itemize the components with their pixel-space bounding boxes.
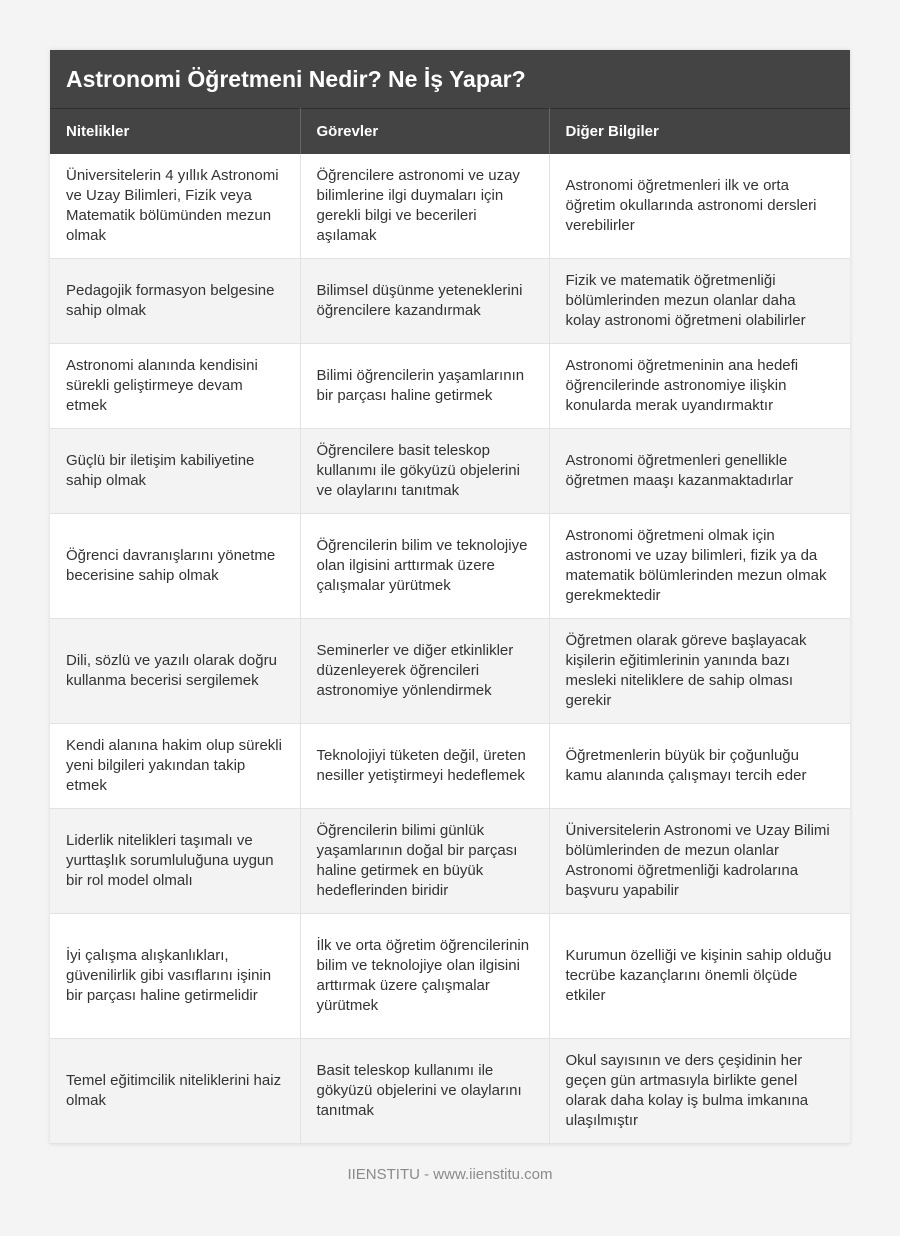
table-cell: Okul sayısının ve ders çeşidinin her geçen gün artmasıyla birlikte genel olarak daha kolay iş bulma imkanına ulaşılmıştır [549, 1039, 850, 1144]
table-row [50, 154, 850, 259]
table-cell: Kendi alanına hakim olup sürekli yeni bilgileri yakından takip etmek [50, 724, 300, 809]
table-row [50, 914, 850, 1039]
table-cell: Teknolojiyi tüketen değil, üreten nesiller yetiştirmeyi hedeflemek [300, 724, 549, 809]
table-row [50, 514, 850, 619]
table-row [50, 259, 850, 344]
table-cell: Basit teleskop kullanımı ile gökyüzü objelerini ve olaylarını tanıtmak [300, 1039, 549, 1144]
table-cell: Astronomi öğretmenleri ilk ve orta öğretim okullarında astronomi dersleri verebilirler [549, 154, 850, 259]
table-row [50, 724, 850, 809]
table-cell: Öğrenci davranışlarını yönetme becerisine sahip olmak [50, 514, 300, 619]
table-cell: Öğretmen olarak göreve başlayacak kişilerin eğitimlerinin yanında bazı mesleki niteliklere de sahip olması gerekir [549, 619, 850, 724]
table-row [50, 1039, 850, 1144]
table-cell: İlk ve orta öğretim öğrencilerinin bilim ve teknolojiye olan ilgisini arttırmak üzere çalışmalar yürütmek [300, 914, 549, 1039]
table-cell: Pedagojik formasyon belgesine sahip olmak [50, 259, 300, 344]
table-row [50, 619, 850, 724]
table-cell: Liderlik nitelikleri taşımalı ve yurttaşlık sorumluluğuna uygun bir rol model olmalı [50, 809, 300, 914]
table-cell: Bilimi öğrencilerin yaşamlarının bir parçası haline getirmek [300, 344, 549, 429]
column-header-nitelikler: Nitelikler [50, 109, 300, 154]
table-cell: Astronomi öğretmenleri genellikle öğretmen maaşı kazanmaktadırlar [549, 429, 850, 514]
page-title: Astronomi Öğretmeni Nedir? Ne İş Yapar? [50, 50, 850, 108]
table-cell: Dili, sözlü ve yazılı olarak doğru kullanma becerisi sergilemek [50, 619, 300, 724]
table-cell: Öğrencilerin bilimi günlük yaşamlarının doğal bir parçası haline getirmek en büyük hedeflerinden biridir [300, 809, 549, 914]
table-row [50, 809, 850, 914]
table-cell: Üniversitelerin Astronomi ve Uzay Bilimi bölümlerinden de mezun olanlar Astronomi öğretmenliği kadrolarına başvuru yapabilir [549, 809, 850, 914]
column-header-diger-bilgiler: Diğer Bilgiler [549, 109, 850, 154]
table-cell: Kurumun özelliği ve kişinin sahip olduğu tecrübe kazançlarını önemli ölçüde etkiler [549, 914, 850, 1039]
table-cell: Üniversitelerin 4 yıllık Astronomi ve Uzay Bilimleri, Fizik veya Matematik bölümünden mezun olmak [50, 154, 300, 259]
table-cell: İyi çalışma alışkanlıkları, güvenilirlik gibi vasıflarını işinin bir parçası haline getirmelidir [50, 914, 300, 1039]
table-cell: Temel eğitimcilik niteliklerini haiz olmak [50, 1039, 300, 1144]
table-row [50, 344, 850, 429]
table-cell: Öğrencilere basit teleskop kullanımı ile gökyüzü objelerini ve olaylarını tanıtmak [300, 429, 549, 514]
info-table [50, 108, 850, 1144]
table-cell: Seminerler ve diğer etkinlikler düzenleyerek öğrencileri astronomiye yönlendirmek [300, 619, 549, 724]
column-header-gorevler: Görevler [300, 109, 549, 154]
table-cell: Astronomi alanında kendisini sürekli geliştirmeye devam etmek [50, 344, 300, 429]
table-header-row [50, 109, 850, 154]
table-cell: Güçlü bir iletişim kabiliyetine sahip olmak [50, 429, 300, 514]
table-cell: Fizik ve matematik öğretmenliği bölümlerinden mezun olanlar daha kolay astronomi öğretmeni olabilirler [549, 259, 850, 344]
table-cell: Öğretmenlerin büyük bir çoğunluğu kamu alanında çalışmayı tercih eder [549, 724, 850, 809]
table-cell: Öğrencilerin bilim ve teknolojiye olan ilgisini arttırmak üzere çalışmalar yürütmek [300, 514, 549, 619]
table-row [50, 429, 850, 514]
footer-credit: IIENSTITU - www.iienstitu.com [347, 1166, 553, 1183]
table-cell: Astronomi öğretmeni olmak için astronomi ve uzay bilimleri, fizik ya da matematik bölümlerinden mezun olmak gerekmektedir [549, 514, 850, 619]
table-cell: Astronomi öğretmeninin ana hedefi öğrencilerinde astronomiye ilişkin konularda merak uyandırmaktır [549, 344, 850, 429]
table-cell: Bilimsel düşünme yeteneklerini öğrencilere kazandırmak [300, 259, 549, 344]
info-card [50, 50, 850, 1144]
table-cell: Öğrencilere astronomi ve uzay bilimlerine ilgi duymaları için gerekli bilgi ve becerileri aşılamak [300, 154, 549, 259]
